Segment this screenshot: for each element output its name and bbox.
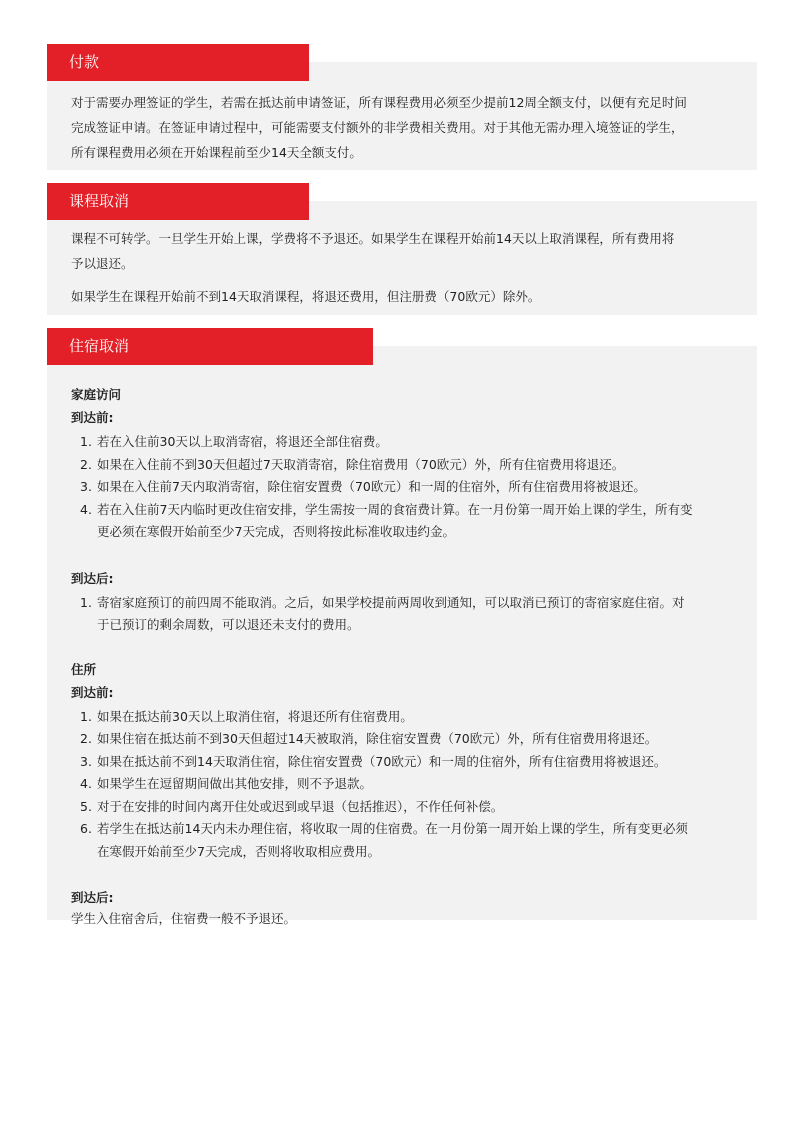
homestay-after-list <box>71 592 731 637</box>
list-item: 4. 如果学生在逗留期间做出其他安排，则不予退款。 <box>80 776 373 791</box>
course-cancel-tab <box>47 183 309 220</box>
list-item: 1. 寄宿家庭预订的前四周不能取消。之后，如果学校提前两周收到通知，可以取消已预订的寄宿家庭住宿。对 于已预订的剩余周数，可以退还未支付的费用。 <box>80 594 685 632</box>
payment-line: 完成签证申请。在签证申请过程中，可能需要支付额外的非学费相关费用。对于其他无需办理入境签证的学生， <box>71 120 684 135</box>
list-item: 2. 如果住宿在抵达前不到30天但超过14天被取消，除住宿安置费（70欧元）外，所有住宿费用将退还。 <box>80 731 658 746</box>
residence-after-text: 学生入住宿舍后，住宿费一般不予退还。 <box>71 911 297 926</box>
list-item: 4. 若在入住前7天内临时更改住宿安排，学生需按一周的食宿费计算。在一月份第一周开始上课的学生，所有变 更必须在寒假开始前至少7天完成，否则将按此标准收取违约金。 <box>80 501 693 539</box>
course-cancel-paragraph-2: 如果学生在课程开始前不到14天取消课程，将退还费用，但注册费（70欧元）除外。 <box>71 289 541 304</box>
list-item: 5. 对于在安排的时间内离开住处或迟到或早退（包括推迟），不作任何补偿。 <box>80 798 504 814</box>
list-item: 3. 如果在抵达前不到14天取消住宿，除住宿安置费（70欧元）和一周的住宿外，所有住宿费用将被退还。 <box>80 753 667 769</box>
accommodation-cancel-title: 住宿取消 <box>69 337 130 355</box>
payment-title: 付款 <box>69 53 100 71</box>
course-cancel-line: 予以退还。 <box>71 256 134 271</box>
list-item: 6. 若学生在抵达前14天内未办理住宿，将收取一周的住宿费。在一月份第一周开始上课的学生，所有变更必须 在寒假开始前至少7天完成，否则将收取相应费用。 <box>80 821 688 859</box>
course-cancel-title: 课程取消 <box>69 192 130 210</box>
list-item: 1. 如果在抵达前30天以上取消住宿，将退还所有住宿费用。 <box>80 708 413 724</box>
homestay-after-label: 到达后: <box>71 570 114 586</box>
homestay-before-label: 到达前: <box>71 410 114 425</box>
payment-line: 对于需要办理签证的学生，若需在抵达前申请签证，所有课程费用必须至少提前12周全额支付，以便有充足时间 <box>71 95 687 110</box>
homestay-before-list <box>71 431 731 544</box>
payment-paragraph <box>71 90 731 165</box>
list-item: 1. 若在入住前30天以上取消寄宿，将退还全部住宿费。 <box>80 434 388 449</box>
course-cancel-line: 课程不可转学。一旦学生开始上课，学费将不予退还。如果学生在课程开始前14天以上取消课程，所有费用将 <box>71 231 675 246</box>
payment-tab <box>47 44 309 81</box>
residence-heading: 住所 <box>71 661 97 677</box>
residence-before-list <box>71 706 731 864</box>
residence-after-label: 到达后: <box>71 890 114 905</box>
course-cancel-paragraph-1 <box>71 226 731 276</box>
accommodation-cancel-panel <box>47 346 757 926</box>
list-item: 2. 如果在入住前不到30天但超过7天取消寄宿，除住宿费用（70欧元）外，所有住宿费用将退还。 <box>80 456 625 472</box>
payment-line: 所有课程费用必须在开始课程前至少14天全额支付。 <box>71 145 362 160</box>
homestay-heading: 家庭访问 <box>71 387 122 402</box>
accommodation-cancel-tab <box>47 328 373 365</box>
list-item: 3. 如果在入住前7天内取消寄宿，除住宿安置费（70欧元）和一周的住宿外，所有住宿费用将被退还。 <box>80 479 646 494</box>
residence-before-label: 到达前: <box>71 684 114 700</box>
